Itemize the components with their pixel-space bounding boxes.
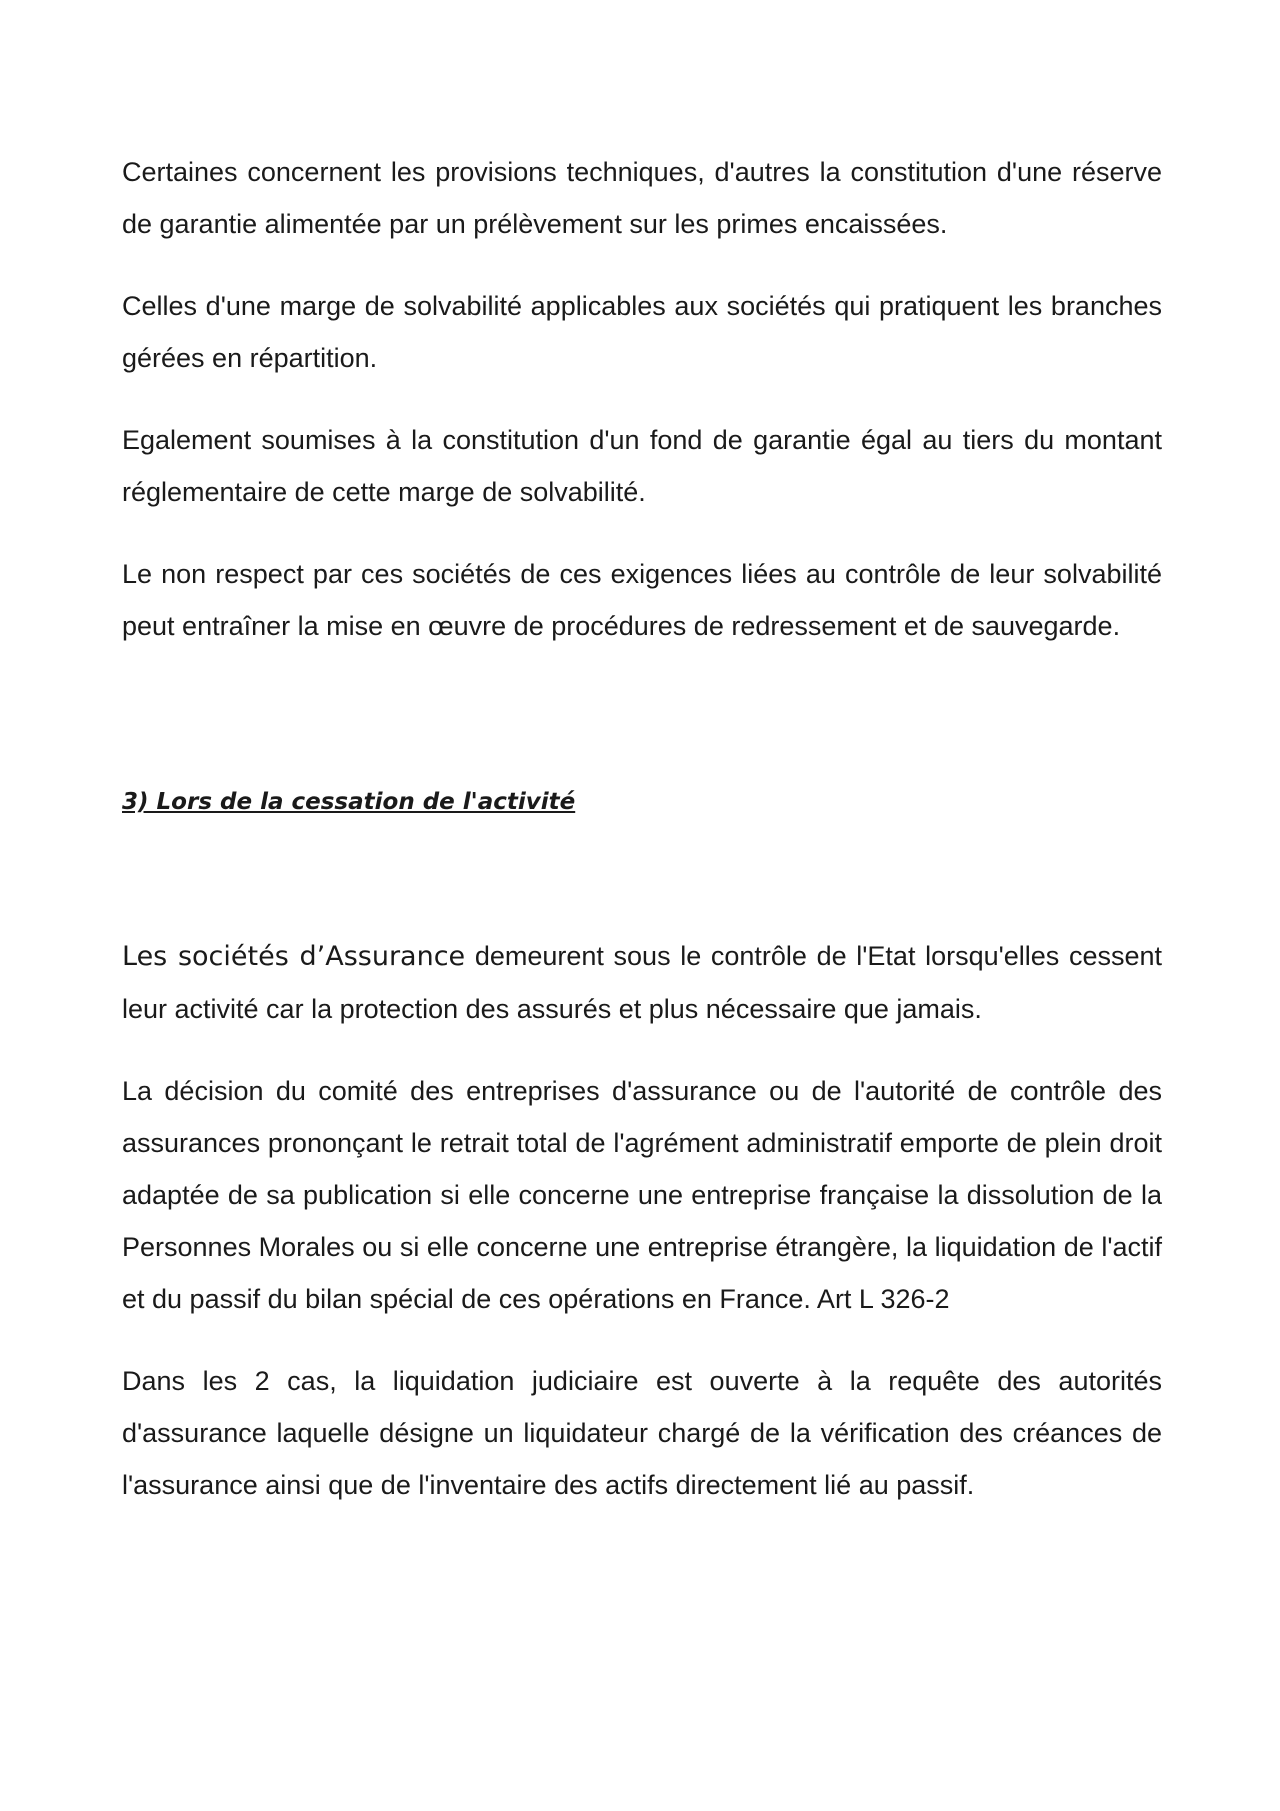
paragraph-decision-comite: La décision du comité des entreprises d'assurance ou de l'autorité de contrôle des assurances prononçant le retrait total de l'agrément administratif emporte de plein droit adaptée de sa publication si elle concerne une entreprise française la dissolution de la Personnes Morales ou si elle concerne une entreprise étrangère, la liquidation de l'actif et du passif du bilan spécial de ces opérations en France. Art L 326-2 (122, 1076, 1162, 1314)
section-body (122, 930, 1162, 1541)
paragraph-lead: Les sociétés d’Assurance (122, 941, 466, 972)
paragraph-rest: demeurent sous le contrôle de l'Etat lorsqu'elles cessent leur activité car la protection des assurés et plus nécessaire que jamais. (122, 941, 1163, 1024)
section-heading: 3) Lors de la cessation de l'activité (122, 789, 576, 815)
paragraph-fond-garantie: Egalement soumises à la constitution d'un fond de garantie égal au tiers du montant réglementaire de cette marge de solvabilité. (122, 425, 1162, 507)
document-page (122, 146, 1163, 1500)
paragraph-non-respect: Le non respect par ces sociétés de ces exigences liées au contrôle de leur solvabilité peut entraîner la mise en œuvre de procédures de redressement et de sauvegarde. (122, 559, 1162, 641)
paragraph-liquidation: Dans les 2 cas, la liquidation judiciaire est ouverte à la requête des autorités d'assurance laquelle désigne un liquidateur chargé de la vérification des créances de l'assurance ainsi que de l'inventaire des actifs directement lié au passif. (122, 1366, 1162, 1500)
paragraph-provisions: Certaines concernent les provisions techniques, d'autres la constitution d'une réserve de garantie alimentée par un prélèvement sur les primes encaissées. (122, 157, 1162, 239)
paragraph-marge-solvabilite: Celles d'une marge de solvabilité applicables aux sociétés qui pratiquent les branches gérées en répartition. (122, 291, 1162, 373)
paragraph-cessation-intro (122, 930, 1162, 1035)
